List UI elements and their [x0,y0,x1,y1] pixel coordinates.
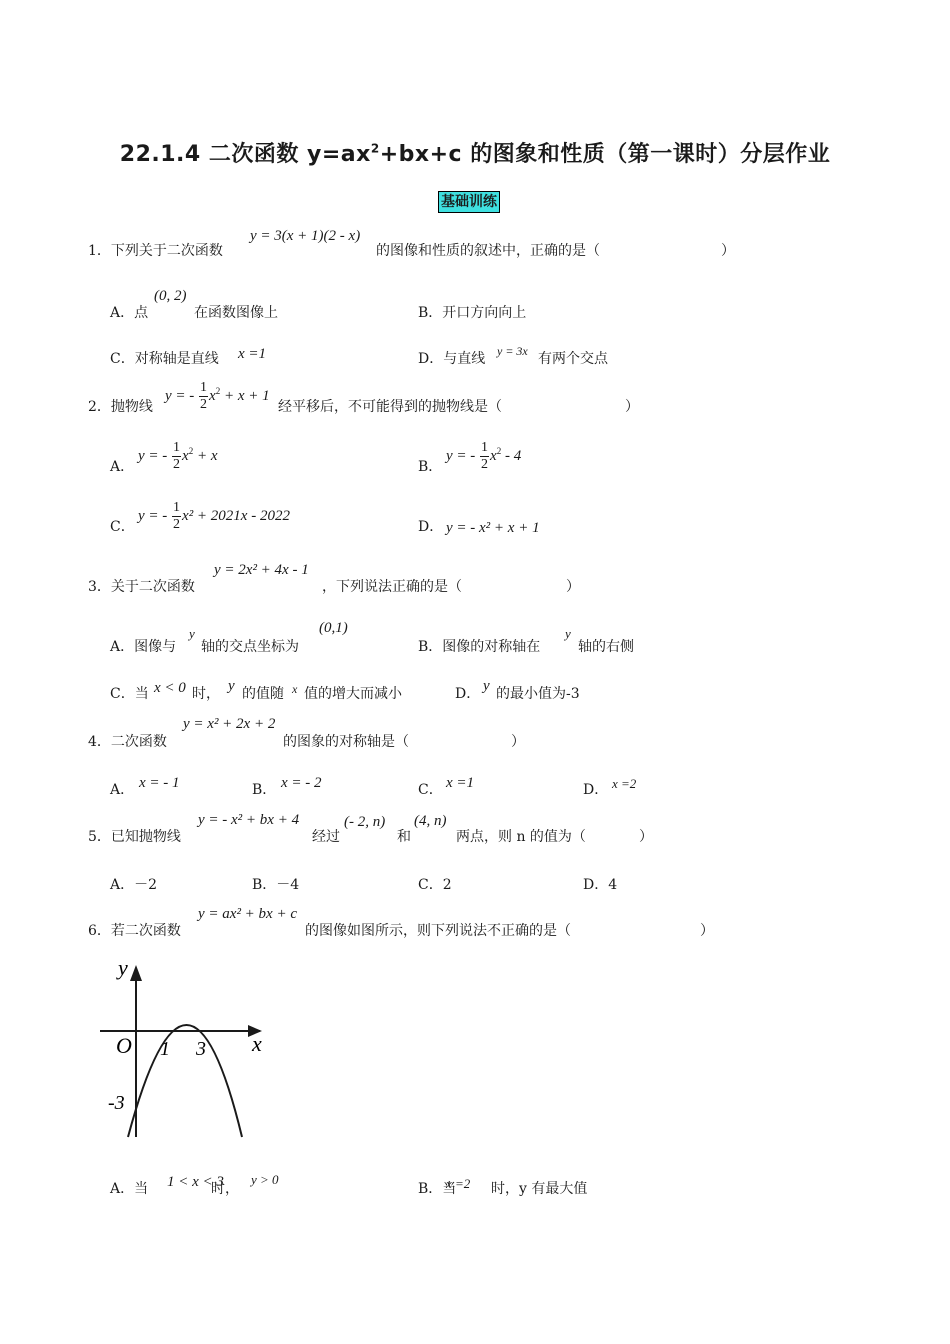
y-axis-arrow-icon [130,965,142,981]
q4-formula: y = x² + 2x + 2 [183,716,276,732]
q4-option-c: C． [418,782,443,798]
q3-option-a-var: y [189,626,195,641]
q3-option-c-tail2: 值的增大而减小 [304,686,402,702]
q6-parabola-graph [100,955,280,1145]
question-5: 5．已知抛物线 [88,829,181,845]
q2-formula: y = - $\frac{1}{2}$ $x^2 + x + 1$ [165,380,270,412]
q6-option-a-math2: y > 0 [251,1172,279,1187]
q4-option-c-math: x =1 [446,775,475,791]
q3-close: ） [566,579,580,595]
q1-option-a-tail: 在函数图像上 [194,305,278,321]
q3-option-a-math: (0,1) [319,620,348,636]
q3-option-a-mid: 轴的交点坐标为 [201,639,299,655]
q6-option-a-math: 1 < x < 3 [167,1174,224,1190]
graph-tick-1: 1 [160,1038,170,1060]
q1-tail: 的图像和性质的叙述中，正确的是（ [376,243,600,259]
q3-formula: y = 2x² + 4x - 1 [214,562,309,578]
q4-option-d-math: x =2 [612,776,637,791]
graph-tick-3: 3 [196,1038,206,1060]
q5-and: 和 [397,829,411,845]
q1-close: ） [721,243,735,259]
q3-option-b-var: y [565,626,571,641]
q6-close: ） [700,923,714,939]
q6-option-b: B．当 [418,1181,457,1197]
q3-option-c: C．当 [110,686,149,702]
q3-option-c-mid: 时， [192,686,220,702]
q3-option-b-tail: 轴的右侧 [578,639,634,655]
q4-option-a: A． [110,782,135,798]
q3-option-a: A．图像与 [110,639,177,655]
q5-option-b: B．－4 [252,877,300,893]
q3-option-d-var: y [483,678,490,694]
graph-y-intercept: -3 [108,1092,125,1114]
question-1: 1．下列关于二次函数 [88,243,223,259]
q1-option-b: B．开口方向向上 [418,305,527,321]
q1-option-a-math: (0, 2) [154,288,187,304]
q6-option-a-mid: 时， [211,1181,239,1197]
q2-option-d-math: y = - x² + x + 1 [446,520,540,536]
q3-tail: ，下列说法正确的是（ [322,579,462,595]
q4-option-d: D． [583,782,609,798]
graph-x-label: x [252,1031,262,1056]
q6-tail: 的图像如图所示，则下列说法不正确的是（ [305,923,571,939]
q3-option-b: B．图像的对称轴在 [418,639,541,655]
q5-point-1: (- 2, n) [344,814,386,830]
q2-option-c-math: y = - $\frac{1}{2}$ x² + 2021x - 2022 [138,500,290,532]
q1-option-d: D．与直线 [418,351,486,367]
q4-option-a-math: x = - 1 [139,775,180,791]
parabola-curve [128,1025,242,1137]
question-6: 6．若二次函数 [88,923,181,939]
q1-option-c: C．对称轴是直线 [110,351,219,367]
q2-option-c: C． [110,519,135,535]
q1-option-d-tail: 有两个交点 [538,351,608,367]
q5-option-a: A．－2 [110,877,158,893]
q6-formula: y = ax² + bx + c [198,906,297,922]
q2-option-a: A． [110,459,135,475]
question-3: 3．关于二次函数 [88,579,195,595]
q4-tail: 的图象的对称轴是（ [283,734,409,750]
q3-option-c-var2: x [292,682,298,696]
q2-tail: 经平移后，不可能得到的抛物线是（ [278,399,502,415]
q5-tail: 两点，则 n 的值为（ [456,829,586,845]
q1-option-c-math: x =1 [238,346,267,362]
q1-formula: y = 3(x + 1)(2 - x) [250,228,361,244]
q5-option-d: D．4 [583,877,618,893]
q6-option-a: A．当 [110,1181,149,1197]
graph-y-label: y [118,955,128,980]
q5-formula: y = - x² + bx + 4 [198,812,300,828]
q1-option-d-math: y = 3x [497,344,528,358]
q2-option-b-math: y = - $\frac{1}{2}$ $x^2 - 4$ [446,440,522,472]
q2-option-d: D． [418,519,444,535]
graph-origin-label: O [116,1033,132,1058]
q3-option-c-math: x < 0 [154,680,186,696]
q3-option-c-var: y [228,678,235,694]
q5-point-2: (4, n) [414,813,447,829]
q3-option-d-tail: 的最小值为-3 [496,686,580,702]
q2-option-b: B． [418,459,443,475]
q5-option-c: C．2 [418,877,452,893]
q6-option-b-tail: 时，y 有最大值 [491,1181,588,1197]
page-title: 22.1.4 二次函数 $y=ax^2+bx+c$ 的图象和性质（第一课时）分层作业 [119,141,831,167]
q4-close: ） [511,734,525,750]
section-badge: 基础训练 [438,191,500,213]
q6-option-b-math: x =2 [446,1176,471,1191]
q5-via: 经过 [312,829,340,845]
q1-option-a: A．点 [110,305,149,321]
question-2: 2．抛物线 [88,399,153,415]
question-4: 4．二次函数 [88,734,167,750]
q2-option-a-math: y = - $\frac{1}{2}$ $x^2 + x$ [138,440,218,472]
q5-close: ） [639,829,653,845]
q3-option-d: D． [455,686,481,702]
q4-option-b: B． [252,782,277,798]
q2-close: ） [625,399,639,415]
q4-option-b-math: x = - 2 [281,775,322,791]
q3-option-c-tail: 的值随 [242,686,284,702]
